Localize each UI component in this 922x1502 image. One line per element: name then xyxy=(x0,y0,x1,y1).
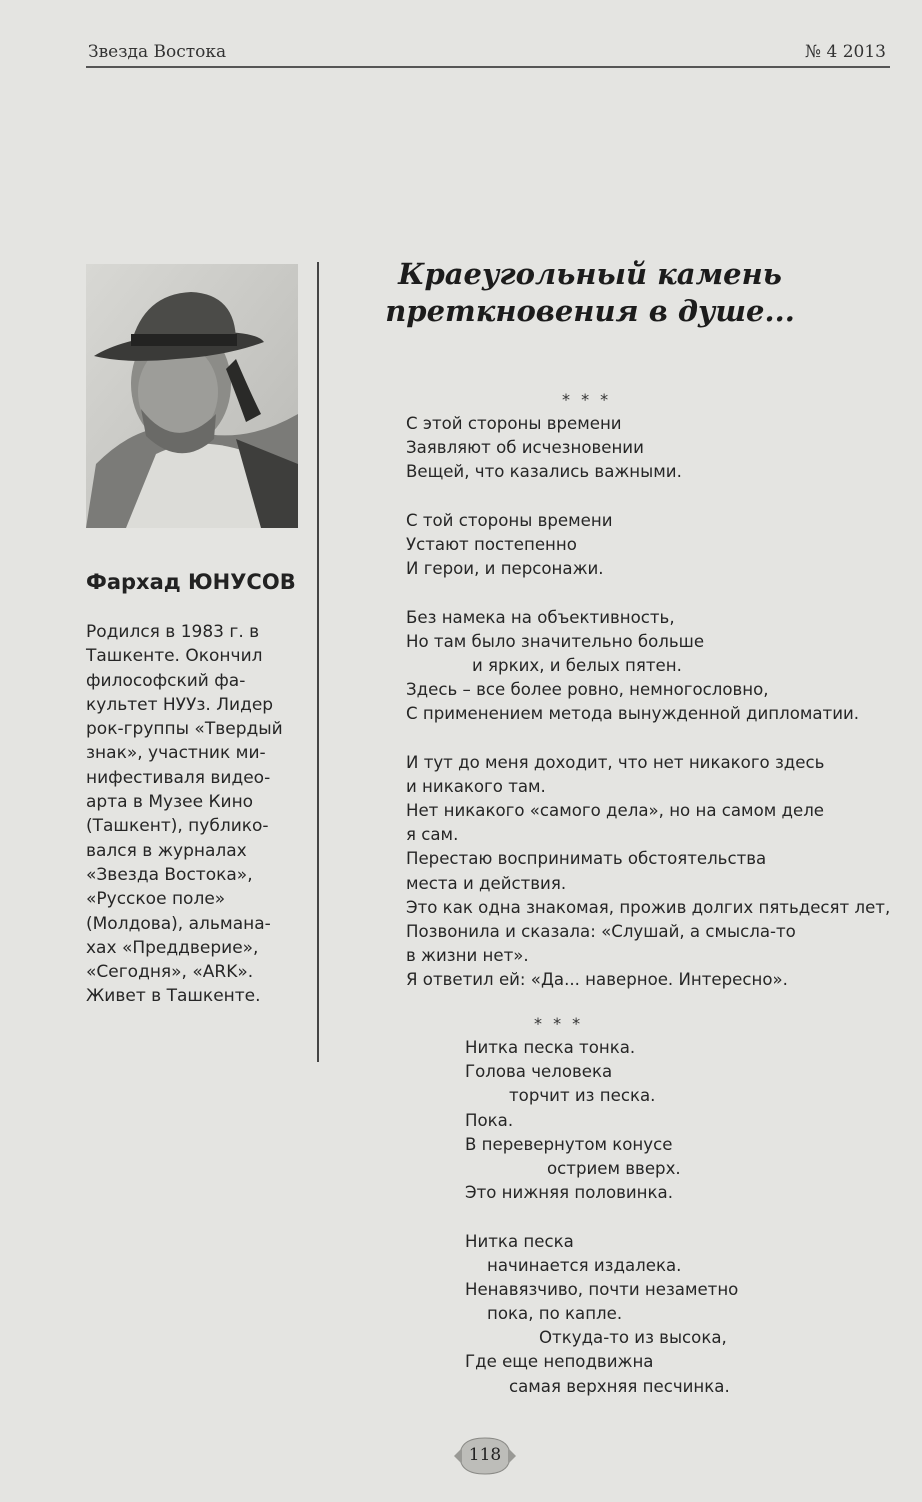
author-photo xyxy=(86,264,298,528)
journal-title: Звезда Востока xyxy=(88,42,227,62)
poem-line: начинается издалека. xyxy=(487,1255,682,1275)
poem-line: Где еще неподвижна xyxy=(465,1352,654,1372)
poem-line: самая верхняя песчинка. xyxy=(509,1376,730,1396)
poem-line: И герои, и персонажи. xyxy=(406,559,604,579)
poem-line: Здесь – все более ровно, немногословно, xyxy=(406,680,769,700)
poem-line: Вещей, что казались важными. xyxy=(406,462,682,482)
poem-line: Нет никакого «самого дела», но на самом деле xyxy=(406,801,825,820)
poem-title: Краеугольный камень преткновения в душе... xyxy=(385,257,795,328)
stanza-break xyxy=(406,581,906,605)
header-rule xyxy=(86,66,890,68)
poem-second xyxy=(465,1036,905,1399)
poem-line: Это как одна знакомая, прожив долгих пятьдесят лет, xyxy=(406,897,891,917)
poem-line: Голова человека xyxy=(465,1062,613,1082)
poem-line: Ненавязчиво, почти незаметно xyxy=(465,1279,739,1299)
poem-line: Откуда-то из высока, xyxy=(539,1328,727,1348)
poem-line: С этой стороны времени xyxy=(406,414,622,433)
poem-line: Я ответил ей: «Да... наверное. Интересно». xyxy=(406,970,788,990)
author-name: Фархад ЮНУСОВ xyxy=(86,570,296,594)
poem-line: пока, по капле. xyxy=(487,1304,623,1324)
poem-line: я сам. xyxy=(406,825,459,845)
stanza-break xyxy=(406,485,906,509)
poem-line: Нитка песка тонка. xyxy=(465,1038,636,1057)
poem-line: Это нижняя половинка. xyxy=(465,1183,673,1203)
author-bio: Родился в 1983 г. в Ташкенте. Окончил философский фа- культет НУУз. Лидер рок-группы «Твердый знак», участник ми- нифестиваля видео- арта в Музее Кино (Ташкент), публико- вался в журналах «Звезда Востока», «Русское поле» (Молдова), альмана- хах «Преддверие», «Сегодня», «ARK». Живет в Ташкенте. xyxy=(86,622,283,1007)
poem-line: Пока. xyxy=(465,1110,514,1130)
column-divider xyxy=(317,262,319,1062)
poem-line: Позвонила и сказала: «Слушай, а смысла-то xyxy=(406,921,796,941)
poem-line: и никакого там. xyxy=(406,776,546,796)
poem-line: И тут до меня доходит, что нет никакого здесь xyxy=(406,752,825,772)
poem-line: Перестаю воспринимать обстоятельства xyxy=(406,849,767,869)
issue-number: № 4 2013 xyxy=(805,42,886,62)
poem-line: С применением метода вынужденной дипломатии. xyxy=(406,704,860,724)
poem-line: места и действия. xyxy=(406,873,567,893)
poem-line: Нитка песка xyxy=(465,1231,574,1251)
poem-line: и ярких, и белых пятен. xyxy=(472,655,682,675)
poem-line: Но там было значительно больше xyxy=(406,631,705,651)
page-number: 118 xyxy=(468,1445,502,1465)
poem-line: Устают постепенно xyxy=(406,534,577,554)
page-number-badge xyxy=(454,1434,516,1478)
poem-first xyxy=(406,412,906,993)
poem-line: острием вверх. xyxy=(547,1158,681,1178)
poem-line: С той стороны времени xyxy=(406,510,613,530)
section-stars-2: * * * xyxy=(534,1014,584,1033)
stanza-break xyxy=(406,726,906,750)
section-stars: * * * xyxy=(562,390,612,409)
poem-line: в жизни нет». xyxy=(406,946,529,966)
poem-line: Заявляют об исчезновении xyxy=(406,438,644,458)
poem-line: В перевернутом конусе xyxy=(465,1134,673,1154)
poem-line: Без намека на объективность, xyxy=(406,607,675,627)
stanza-break xyxy=(465,1205,905,1229)
poem-line: торчит из песка. xyxy=(509,1086,656,1106)
